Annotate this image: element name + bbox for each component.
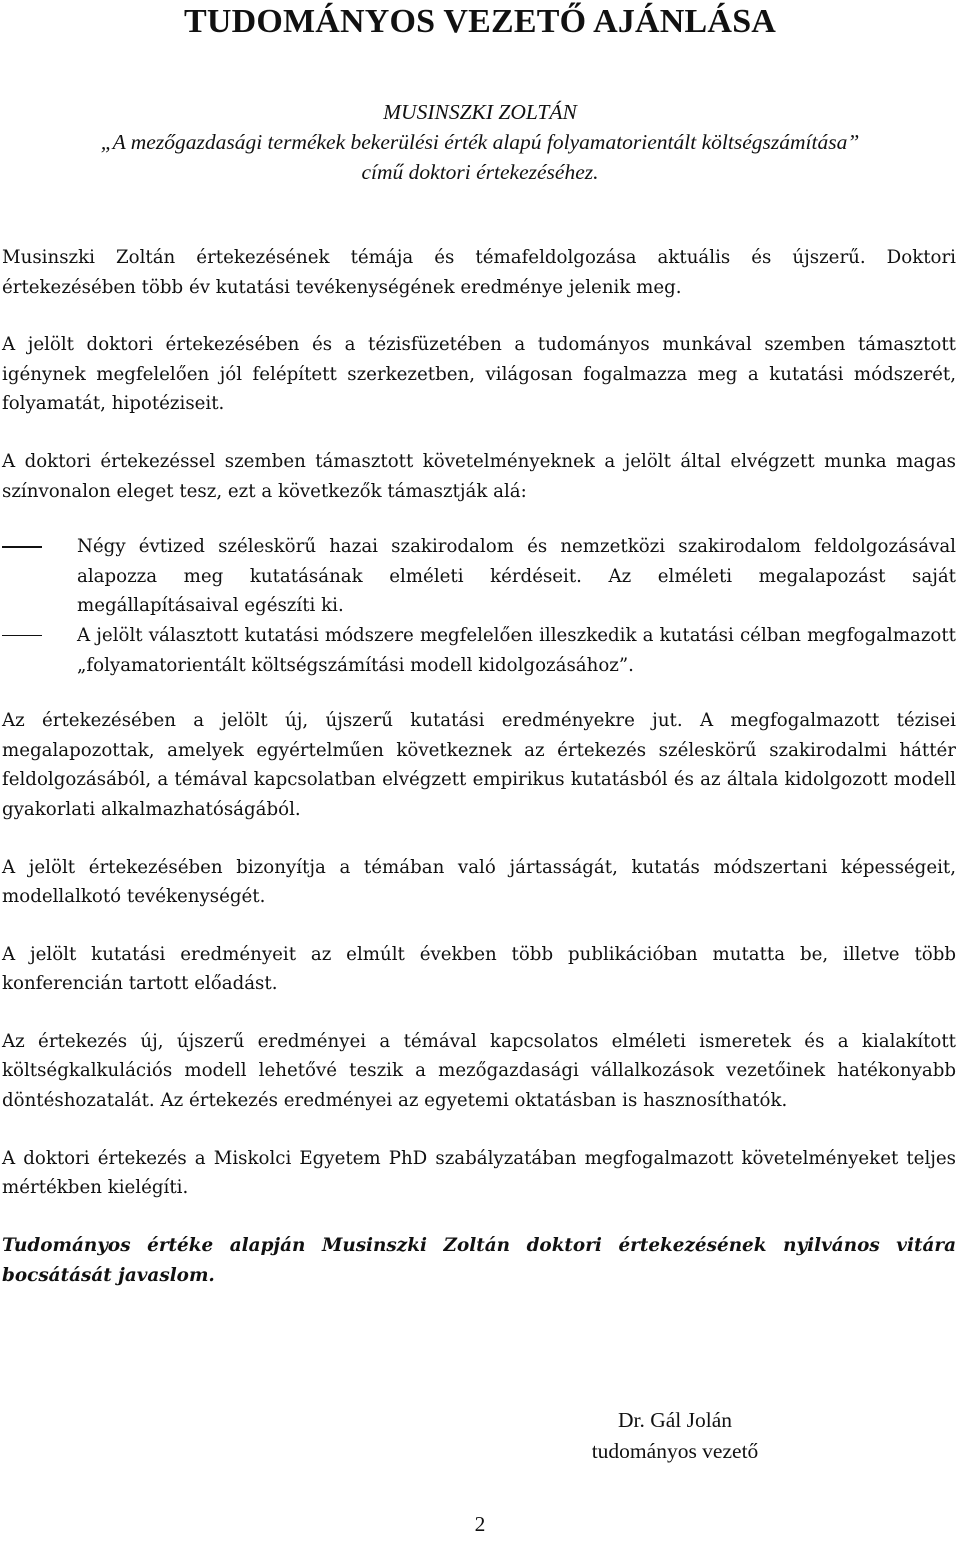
document-title: TUDOMÁNYOS VEZETŐ AJÁNLÁSA [183, 3, 777, 40]
signatory-name: Dr. Gál Jolán [617, 1408, 733, 1432]
paragraph-requirements: A doktori értekezéssel szemben támasztott követelményeknek a jelölt által elvégzett munka magas színvonalon eleget tesz, ezt a következők támasztják alá: [2, 450, 956, 502]
paragraph-structure: A jelölt doktori értekezésében és a tézisfüzetében a tudományos munkával szemben támasztott igénynek megfelelően jól felépített szerkezetben, világosan fogalmazza meg a kutatási módszerét, folyamatát, hipotéziseit. [2, 334, 956, 415]
dash-bullet-icon [2, 635, 42, 637]
thesis-subheading [0, 97, 960, 187]
list-item-text: Négy évtized széleskörű hazai szakirodalom és nemzetközi szakirodalom feldolgozásával alapozza meg kutatásának elméleti kérdéseit. Az elméleti megalapozást saját megállapításaival egészíti ki. [77, 536, 956, 617]
paragraph-publications: A jelölt kutatási eredményeit az elmúlt években több publikációban mutatta be, illetve több konferencián tartott előadást. [2, 943, 956, 995]
signature-block [560, 1405, 790, 1467]
signatory-role: tudományos vezető [591, 1439, 759, 1463]
paragraph-competence: A jelölt értekezésében bizonyítja a témában való jártasságát, kutatás módszertani képességeit, modellalkotó tevékenységét. [2, 856, 956, 908]
thesis-title: „A mezőgazdasági termékek bekerülési érték alapú folyamatorientált költségszámítása” [100, 130, 860, 154]
paragraph-results: Az értekezésében a jelölt új, újszerű kutatási eredményekre jut. A megfogalmazott tézisei megalapozottak, amelyek egyértelműen következnek az értekezés széleskörű szakirodalmi háttér feldolgozásából, a témával kapcsolatban elvégzett empirikus kutatásból és az általa kidolgozott modell gyakorlati alkalmazhatóságából. [2, 710, 956, 820]
list-item [2, 621, 956, 680]
document-body [2, 243, 956, 1319]
list-item [2, 532, 956, 621]
thesis-title-suffix: című doktori értekezéséhez. [361, 160, 599, 184]
dash-bullet-icon [2, 546, 42, 548]
page-number: 2 [474, 1512, 486, 1536]
list-item-text: A jelölt választott kutatási módszere megfelelően illeszkedik a kutatási célban megfogalmazott „folyamatorientált költségszámítási modell kidolgozásához”. [77, 624, 956, 676]
author-name: MUSINSZKI ZOLTÁN [383, 100, 577, 124]
paragraph-regulations: A doktori értekezés a Miskolci Egyetem PhD szabályzatában megfogalmazott követelményeket teljes mértékben kielégíti. [2, 1147, 956, 1199]
paragraph-topic: Musinszki Zoltán értekezésének témája és témafeldolgozása aktuális és újszerű. Doktori értekezésében több év kutatási tevékenységének eredménye jelenik meg. [2, 247, 956, 298]
paragraph-applicability: Az értekezés új, újszerű eredményei a témával kapcsolatos elméleti ismeretek és a kialakított költségkalkulációs modell lehetővé teszik a mezőgazdasági vállalkozások vezetőinek hatékonyabb döntéshozatalát. Az értekezés eredményei az egyetemi oktatásban is hasznosíthatók. [2, 1030, 956, 1112]
recommendation-statement: Tudományos értéke alapján Musinszki Zoltán doktori értekezésének nyilvános vitára bocsátását javaslom. [2, 1234, 956, 1286]
supporting-points-list [2, 532, 956, 680]
